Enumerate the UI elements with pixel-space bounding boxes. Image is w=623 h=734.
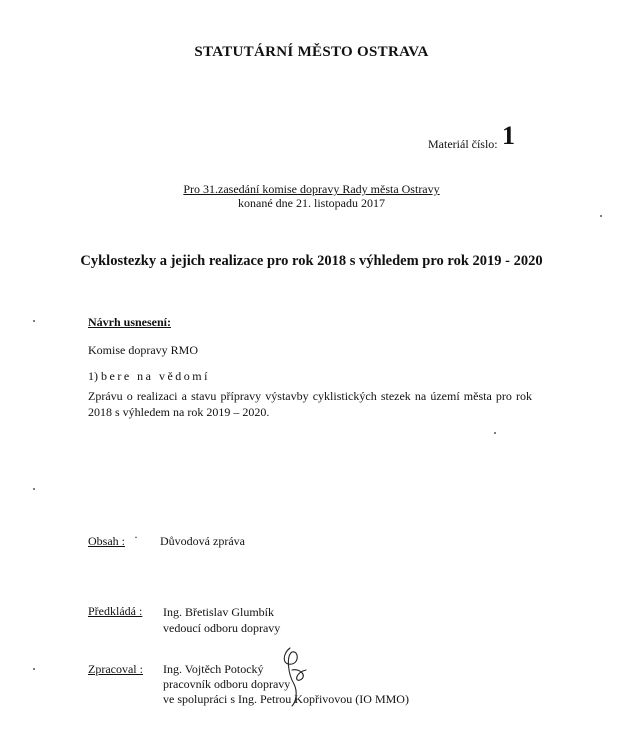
zpracoval-role: pracovník odboru dopravy [163, 677, 291, 691]
predklada-role: vedoucí odboru dopravy [163, 621, 281, 635]
predklada-block [163, 604, 280, 636]
obsah-value: Důvodová zpráva [160, 534, 245, 548]
zpracoval-cooperation: ve spolupráci s Ing. Petrou Kopřivovou (IO MMO) [163, 692, 409, 706]
obsah-label: Obsah : [88, 534, 125, 548]
material-number: 1 [502, 121, 515, 150]
resolution-item-action: bere na vědomí [101, 369, 210, 383]
scan-speck [33, 488, 35, 490]
meeting-line-2: konané dne 21. listopadu 2017 [238, 196, 385, 210]
predklada-name: Ing. Břetislav Glumbík [163, 605, 274, 619]
document-title: Cyklostezky a jejich realizace pro rok 2018 s výhledem pro rok 2019 - 2020 [80, 253, 543, 269]
obsah-dot: · [134, 530, 138, 544]
scan-speck [33, 668, 35, 670]
material-label: Materiál číslo: [428, 137, 498, 151]
resolution-item-number: 1) [88, 369, 98, 383]
zpracoval-name: Ing. Vojtěch Potocký [163, 662, 264, 676]
city-heading: STATUTÁRNÍ MĚSTO OSTRAVA [194, 44, 429, 60]
scan-speck [600, 215, 602, 217]
resolution-report-text: Zprávu o realizaci a stavu přípravy výstavby cyklistických stezek na území města pro rok 2018 s výhledem na rok 2019 – 2020. [88, 389, 532, 419]
meeting-info [0, 182, 623, 210]
scan-speck [494, 432, 496, 434]
handwritten-signature [278, 640, 318, 710]
meeting-line-1: Pro 31.zasedání komise dopravy Rady města Ostravy [183, 182, 440, 196]
scan-speck [33, 320, 35, 322]
resolution-item [88, 369, 210, 384]
proposal-heading: Návrh usnesení: [88, 315, 172, 329]
zpracoval-label: Zpracoval : [88, 662, 143, 676]
committee-name: Komise dopravy RMO [88, 343, 198, 357]
predklada-label: Předkládá : [88, 604, 143, 618]
